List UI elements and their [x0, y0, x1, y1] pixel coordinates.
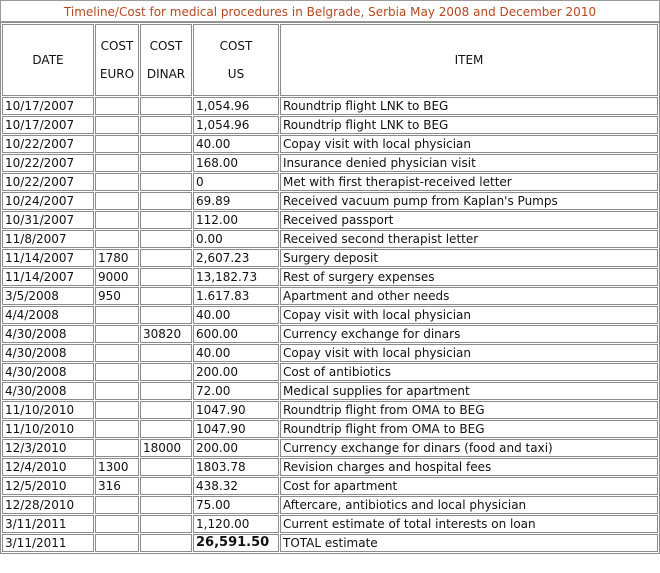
cell-item: Copay visit with local physician: [280, 344, 658, 362]
cell-item: Insurance denied physician visit: [280, 154, 658, 172]
cell-item: Medical supplies for apartment: [280, 382, 658, 400]
cell-item: Aftercare, antibiotics and local physician: [280, 496, 658, 514]
cell-date: 11/10/2010: [2, 401, 94, 419]
cell-cost-us: 200.00: [193, 439, 279, 457]
table-row: [2, 116, 658, 134]
cell-cost-dinar: [140, 534, 192, 552]
cell-cost-dinar: [140, 192, 192, 210]
header-cost-dinar-line1: COST: [149, 39, 183, 53]
header-cost-dinar: [140, 24, 192, 96]
table-header: [2, 24, 658, 96]
cell-cost-dinar: [140, 458, 192, 476]
cell-item: Met with first therapist-received letter: [280, 173, 658, 191]
table-title: Timeline/Cost for medical procedures in Belgrade, Serbia May 2008 and December 2010: [0, 0, 660, 22]
header-cost-euro-line1: COST: [100, 39, 134, 53]
cell-cost-dinar: [140, 135, 192, 153]
cell-date: 12/5/2010: [2, 477, 94, 495]
cell-date: 10/17/2007: [2, 116, 94, 134]
cell-date: 12/4/2010: [2, 458, 94, 476]
cell-date: 12/3/2010: [2, 439, 94, 457]
cost-table: [0, 22, 660, 554]
cell-cost-us: 1047.90: [193, 401, 279, 419]
cell-date: 10/31/2007: [2, 211, 94, 229]
cell-cost-euro: [95, 363, 139, 381]
table-row: [2, 97, 658, 115]
table-row: [2, 458, 658, 476]
table-row: [2, 268, 658, 286]
cell-item: Received passport: [280, 211, 658, 229]
cell-date: 4/30/2008: [2, 325, 94, 343]
cell-cost-dinar: [140, 496, 192, 514]
cell-cost-euro: 1300: [95, 458, 139, 476]
cell-cost-euro: [95, 382, 139, 400]
cell-cost-euro: [95, 192, 139, 210]
header-row: [2, 24, 658, 96]
table-row: [2, 439, 658, 457]
cell-cost-dinar: [140, 344, 192, 362]
table-row: [2, 154, 658, 172]
cell-date: 10/24/2007: [2, 192, 94, 210]
cell-cost-us: 26,591.50: [193, 534, 279, 552]
cell-cost-euro: [95, 135, 139, 153]
cell-cost-us: 0: [193, 173, 279, 191]
cell-date: 10/17/2007: [2, 97, 94, 115]
cell-date: 11/14/2007: [2, 268, 94, 286]
cell-item: Currency exchange for dinars: [280, 325, 658, 343]
table-row: [2, 477, 658, 495]
cell-item: TOTAL estimate: [280, 534, 658, 552]
cell-cost-dinar: [140, 306, 192, 324]
cell-cost-euro: [95, 496, 139, 514]
header-cost-us-line2: US: [227, 67, 245, 81]
cell-item: Copay visit with local physician: [280, 306, 658, 324]
cell-cost-dinar: [140, 97, 192, 115]
cell-cost-euro: [95, 116, 139, 134]
cell-cost-euro: [95, 534, 139, 552]
cell-cost-euro: [95, 306, 139, 324]
cell-cost-dinar: [140, 382, 192, 400]
table-row: [2, 534, 658, 552]
table-row: [2, 515, 658, 533]
cell-item: Received vacuum pump from Kaplan's Pumps: [280, 192, 658, 210]
cell-cost-euro: [95, 230, 139, 248]
cell-date: 3/11/2011: [2, 534, 94, 552]
cell-item: Current estimate of total interests on loan: [280, 515, 658, 533]
cell-cost-dinar: [140, 515, 192, 533]
cell-cost-us: 200.00: [193, 363, 279, 381]
cell-cost-us: 168.00: [193, 154, 279, 172]
table-row: [2, 287, 658, 305]
cell-item: Roundtrip flight from OMA to BEG: [280, 401, 658, 419]
cell-cost-dinar: [140, 363, 192, 381]
cell-item: Rest of surgery expenses: [280, 268, 658, 286]
cell-cost-dinar: [140, 401, 192, 419]
header-cost-euro: [95, 24, 139, 96]
cell-item: Roundtrip flight LNK to BEG: [280, 97, 658, 115]
header-item: ITEM: [280, 24, 658, 96]
table-row: [2, 249, 658, 267]
cell-cost-dinar: [140, 268, 192, 286]
cell-cost-dinar: [140, 477, 192, 495]
cell-cost-us: 438.32: [193, 477, 279, 495]
table-row: [2, 211, 658, 229]
cell-item: Apartment and other needs: [280, 287, 658, 305]
cell-cost-euro: 1780: [95, 249, 139, 267]
cell-cost-euro: [95, 401, 139, 419]
cell-cost-us: 40.00: [193, 344, 279, 362]
header-date: DATE: [2, 24, 94, 96]
cell-cost-us: 69.89: [193, 192, 279, 210]
cell-date: 11/8/2007: [2, 230, 94, 248]
cell-item: Received second therapist letter: [280, 230, 658, 248]
cell-cost-euro: 316: [95, 477, 139, 495]
cell-item: Cost for apartment: [280, 477, 658, 495]
cell-cost-us: 112.00: [193, 211, 279, 229]
cell-date: 4/30/2008: [2, 363, 94, 381]
cell-item: Currency exchange for dinars (food and taxi): [280, 439, 658, 457]
cell-date: 3/5/2008: [2, 287, 94, 305]
cell-item: Copay visit with local physician: [280, 135, 658, 153]
cell-cost-us: 0.00: [193, 230, 279, 248]
cell-cost-euro: [95, 439, 139, 457]
cell-item: Cost of antibiotics: [280, 363, 658, 381]
cell-cost-dinar: [140, 420, 192, 438]
cell-cost-euro: [95, 344, 139, 362]
header-cost-euro-line2: EURO: [99, 67, 135, 81]
cell-cost-euro: 950: [95, 287, 139, 305]
cell-date: 11/14/2007: [2, 249, 94, 267]
cell-cost-us: 40.00: [193, 306, 279, 324]
cell-cost-dinar: [140, 249, 192, 267]
cell-cost-euro: [95, 515, 139, 533]
cell-cost-dinar: [140, 211, 192, 229]
table-row: [2, 325, 658, 343]
cell-cost-euro: 9000: [95, 268, 139, 286]
cell-date: 12/28/2010: [2, 496, 94, 514]
cell-date: 3/11/2011: [2, 515, 94, 533]
table-row: [2, 306, 658, 324]
cell-cost-us: 1,054.96: [193, 97, 279, 115]
cell-cost-euro: [95, 97, 139, 115]
cell-cost-us: 600.00: [193, 325, 279, 343]
cell-cost-dinar: [140, 173, 192, 191]
cell-date: 10/22/2007: [2, 173, 94, 191]
table-row: [2, 363, 658, 381]
table-row: [2, 192, 658, 210]
cell-item: Revision charges and hospital fees: [280, 458, 658, 476]
cell-cost-dinar: 30820: [140, 325, 192, 343]
cell-item: Roundtrip flight from OMA to BEG: [280, 420, 658, 438]
table-row: [2, 420, 658, 438]
cell-cost-dinar: [140, 116, 192, 134]
cell-date: 10/22/2007: [2, 135, 94, 153]
cell-cost-euro: [95, 325, 139, 343]
cell-cost-us: 40.00: [193, 135, 279, 153]
cell-item: Surgery deposit: [280, 249, 658, 267]
cell-cost-us: 72.00: [193, 382, 279, 400]
cell-cost-us: 2,607.23: [193, 249, 279, 267]
cell-date: 4/30/2008: [2, 344, 94, 362]
cell-item: Roundtrip flight LNK to BEG: [280, 116, 658, 134]
header-cost-dinar-line2: DINAR: [146, 67, 186, 81]
header-cost-us: [193, 24, 279, 96]
table-row: [2, 382, 658, 400]
cell-cost-dinar: 18000: [140, 439, 192, 457]
cell-cost-euro: [95, 420, 139, 438]
cell-cost-euro: [95, 154, 139, 172]
cell-date: 11/10/2010: [2, 420, 94, 438]
cell-cost-us: 1,054.96: [193, 116, 279, 134]
cell-cost-us: 1,120.00: [193, 515, 279, 533]
table-row: [2, 230, 658, 248]
cell-cost-us: 13,182.73: [193, 268, 279, 286]
table-body: [2, 97, 658, 552]
cell-date: 4/30/2008: [2, 382, 94, 400]
cell-cost-dinar: [140, 287, 192, 305]
cell-cost-euro: [95, 173, 139, 191]
table-row: [2, 344, 658, 362]
cell-cost-us: 1803.78: [193, 458, 279, 476]
table-row: [2, 401, 658, 419]
cell-date: 10/22/2007: [2, 154, 94, 172]
cell-cost-us: 75.00: [193, 496, 279, 514]
cell-cost-euro: [95, 211, 139, 229]
cell-date: 4/4/2008: [2, 306, 94, 324]
cell-cost-dinar: [140, 154, 192, 172]
table-row: [2, 173, 658, 191]
cell-cost-us: 1.617.83: [193, 287, 279, 305]
cell-cost-us: 1047.90: [193, 420, 279, 438]
table-row: [2, 496, 658, 514]
cell-cost-dinar: [140, 230, 192, 248]
header-cost-us-line1: COST: [219, 39, 253, 53]
table-row: [2, 135, 658, 153]
